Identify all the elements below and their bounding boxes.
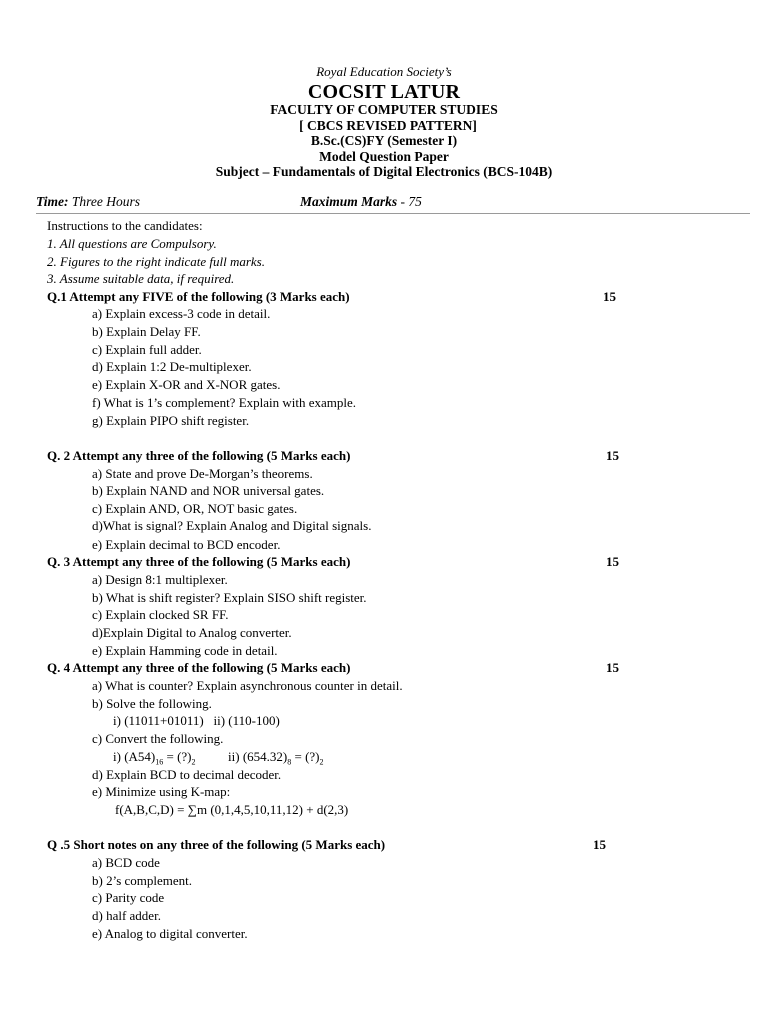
- max-marks-value: - 75: [400, 194, 422, 209]
- question-item: e) Analog to digital converter.: [92, 926, 248, 941]
- question-item: d) Explain BCD to decimal decoder.: [92, 767, 282, 782]
- question-item: a) Design 8:1 multiplexer.: [92, 572, 228, 587]
- question-item: b) 2’s complement.: [92, 873, 193, 888]
- question-title: Q.1 Attempt any FIVE of the following (3 Marks each): [47, 289, 350, 304]
- question-marks: 15: [603, 289, 616, 304]
- time-label: Time:: [36, 194, 69, 209]
- expr-equals: = (?): [291, 749, 320, 764]
- question-title: Q. 2 Attempt any three of the following (5 Marks each): [47, 448, 351, 463]
- question-item: c) Explain full adder.: [92, 342, 202, 357]
- question-item: b) Solve the following.: [92, 696, 212, 711]
- question-item: a) What is counter? Explain asynchronous counter in detail.: [92, 678, 403, 693]
- time-value: Three Hours: [71, 194, 140, 209]
- question-item: g) Explain PIPO shift register.: [92, 413, 250, 428]
- time-info: [36, 194, 140, 210]
- instruction-item: 2. Figures to the right indicate full marks.: [47, 254, 265, 269]
- question-title: Q. 4 Attempt any three of the following (5 Marks each): [47, 660, 351, 675]
- question-title: Q. 3 Attempt any three of the following (5 Marks each): [47, 554, 351, 569]
- question-item: c) Explain clocked SR FF.: [92, 607, 229, 622]
- question-item: b) Explain NAND and NOR universal gates.: [92, 483, 325, 498]
- question-item: c) Explain AND, OR, NOT basic gates.: [92, 501, 298, 516]
- question-item: f) What is 1’s complement? Explain with example.: [92, 395, 357, 410]
- question-subitem: i) (11011+01011) ii) (110-100): [113, 713, 280, 728]
- question-marks: 15: [593, 837, 606, 852]
- instruction-item: 1. All questions are Compulsory.: [47, 236, 217, 251]
- question-item: e) Explain Hamming code in detail.: [92, 643, 278, 658]
- pattern-label: [ CBCS REVISED PATTERN]: [299, 118, 477, 133]
- base-subscript: 2: [319, 757, 324, 767]
- question-item: c) Convert the following.: [92, 731, 224, 746]
- question-item: d)Explain Digital to Analog converter.: [92, 625, 292, 640]
- question-item: a) BCD code: [92, 855, 160, 870]
- question-item: a) Explain excess-3 code in detail.: [92, 306, 271, 321]
- question-item: e) Explain X-OR and X-NOR gates.: [92, 377, 281, 392]
- question-item: d)What is signal? Explain Analog and Digital signals.: [92, 518, 372, 533]
- question-marks: 15: [606, 448, 619, 463]
- society-name: Royal Education Society’s: [316, 64, 452, 79]
- question-item: a) State and prove De-Morgan’s theorems.: [92, 466, 313, 481]
- question-marks: 15: [606, 554, 619, 569]
- header-divider: [36, 213, 750, 214]
- max-marks-label: Maximum Marks: [300, 194, 398, 209]
- expr-654: ii) (654.32): [228, 749, 288, 764]
- conversion-expressions: [113, 749, 324, 765]
- question-item: c) Parity code: [92, 890, 165, 905]
- question-item: b) Explain Delay FF.: [92, 324, 201, 339]
- instruction-item: 3. Assume suitable data, if required.: [47, 271, 235, 286]
- subject-title: Subject – Fundamentals of Digital Electronics (BCS-104B): [215, 164, 553, 179]
- instructions-heading: Instructions to the candidates:: [47, 218, 203, 233]
- base-subscript: 16: [155, 757, 164, 767]
- question-marks: 15: [606, 660, 619, 675]
- question-item: b) What is shift register? Explain SISO shift register.: [92, 590, 367, 605]
- kmap-expression: f(A,B,C,D) = ∑m (0,1,4,5,10,11,12) + d(2,3): [115, 802, 349, 817]
- question-item: e) Explain decimal to BCD encoder.: [92, 537, 281, 552]
- course-label: B.Sc.(CS)FY (Semester I): [310, 133, 458, 148]
- question-title: Q .5 Short notes on any three of the following (5 Marks each): [47, 837, 386, 852]
- max-marks-info: [300, 194, 422, 210]
- question-item: d) Explain 1:2 De-multiplexer.: [92, 359, 252, 374]
- question-item: d) half adder.: [92, 908, 161, 923]
- base-subscript: 2: [191, 757, 196, 767]
- base-subscript: 8: [287, 757, 292, 767]
- paper-type: Model Question Paper: [319, 149, 449, 164]
- expr-a54: i) (A54): [113, 749, 156, 764]
- college-name: COCSIT LATUR: [307, 81, 461, 103]
- expr-equals: = (?): [163, 749, 192, 764]
- question-item: e) Minimize using K-map:: [92, 784, 231, 799]
- faculty-name: FACULTY OF COMPUTER STUDIES: [270, 102, 498, 117]
